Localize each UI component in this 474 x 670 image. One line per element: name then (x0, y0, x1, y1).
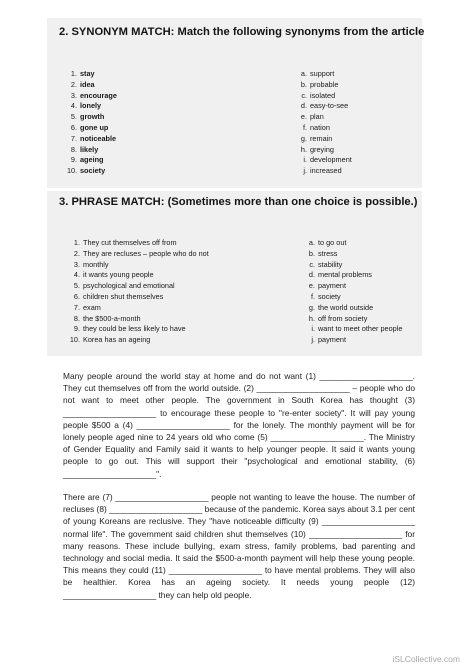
synonym-option-text: probable (310, 79, 339, 89)
synonym-option-number: g. (300, 133, 307, 143)
phrase-start-text: the $500-a-month (83, 313, 141, 323)
synonym-word-text: likely (80, 144, 99, 154)
synonym-word-number: 6. (70, 122, 77, 132)
phrase-start-number: 3. (73, 259, 80, 269)
synonym-option (295, 145, 352, 156)
phrase-start (69, 314, 209, 325)
phrase-start-number: 10. (69, 335, 80, 345)
phrase-ending (303, 249, 402, 260)
phrase-ending (303, 260, 402, 271)
synonym-option (295, 134, 352, 145)
gap-fill-paragraph-1: Many people around the world stay at home and do not want (1) ____________________. They cut themselves off from the world outside. (2) ____________________ – people who do not want to meet other people. The government in South Korea has thought (3) ____________________ to encourage these people to "re-enter society". It will pay young people $500 a (4) ____________________ for the lonely. The monthly payment will be for lonely people aged nine to 24 years old who come (5) ____________________. The Ministry of Gender Equality and Family said it wants to help younger people. It said it wants young people to go out. This will support their "psychological and emotional stability, (6) ____________________". (63, 371, 415, 479)
phrase-ending-number: g. (308, 302, 315, 312)
synonym-word-number: 9. (70, 155, 77, 165)
synonym-word-number: 10. (67, 166, 78, 176)
synonym-word-text: encourage (80, 90, 117, 100)
phrase-start (69, 303, 209, 314)
phrase-start-number: 2. (73, 248, 80, 258)
phrase-start-text: they could be less likely to have (83, 324, 186, 334)
synonym-option (295, 123, 352, 134)
phrase-match-heading: 3. PHRASE MATCH: (Sometimes more than one choice is possible.) (59, 196, 418, 208)
synonym-word-text: society (80, 166, 106, 176)
phrase-start (69, 281, 209, 292)
phrase-ending-text: stress (318, 248, 338, 258)
phrase-ending (303, 270, 402, 281)
phrase-ending-text: stability (318, 259, 343, 269)
phrase-start-text: it wants young people (83, 270, 154, 280)
phrase-ending-text: society (318, 291, 341, 301)
phrase-start-number: 4. (73, 270, 80, 280)
phrase-ending-text: payment (318, 335, 346, 345)
phrase-ending-text: off from society (318, 313, 368, 323)
synonym-option (295, 91, 352, 102)
phrase-start-text: They cut themselves off from (83, 238, 177, 247)
synonym-option-number: a. (300, 69, 307, 78)
synonym-option (295, 101, 352, 112)
synonym-word-number: 8. (70, 144, 77, 154)
synonym-word (67, 155, 117, 166)
synonym-option-text: isolated (310, 90, 336, 100)
site-watermark: iSLCollective.com (392, 654, 460, 664)
phrase-start (69, 238, 209, 249)
phrase-ending-number: a. (308, 238, 315, 247)
synonym-option-text: easy-to-see (310, 101, 349, 111)
phrase-ending-number: c. (309, 259, 315, 269)
synonym-option-number: h. (300, 144, 307, 154)
synonym-word-number: 5. (70, 112, 77, 122)
phrase-start-text: children shut themselves (83, 291, 164, 301)
synonym-option (295, 166, 352, 177)
synonym-word-text: noticeable (80, 133, 117, 143)
phrase-start (69, 335, 209, 346)
synonym-word-text: lonely (80, 101, 102, 111)
synonym-word (67, 145, 117, 156)
phrase-ending-text: mental problems (318, 270, 372, 280)
phrase-start-number: 8. (73, 313, 80, 323)
synonym-word (67, 112, 117, 123)
synonym-word-number: 2. (70, 79, 77, 89)
synonym-options-column (295, 69, 352, 177)
phrase-ending-number: f. (310, 291, 315, 301)
synonym-word (67, 134, 117, 145)
phrase-ending-number: j. (311, 335, 315, 345)
synonym-word (67, 123, 117, 134)
synonym-option-number: d. (300, 101, 307, 111)
synonym-match-section (47, 18, 425, 188)
synonym-option-text: support (310, 69, 335, 78)
phrase-ending-number: d. (308, 270, 315, 280)
synonym-word-number: 7. (70, 133, 77, 143)
phrase-start-text: They are recluses – people who do not (83, 248, 209, 258)
phrase-ending (303, 238, 402, 249)
phrase-start-number: 1. (73, 238, 80, 247)
synonym-option-number: e. (300, 112, 307, 122)
phrase-ending-text: to go out (318, 238, 347, 247)
synonym-option-number: c. (301, 90, 307, 100)
synonym-word (67, 69, 117, 80)
phrase-start-number: 9. (73, 324, 80, 334)
phrase-ending-number: e. (308, 281, 315, 291)
phrase-start-text: psychological and emotional (83, 281, 175, 291)
phrase-ending (303, 314, 402, 325)
synonym-option-text: greying (310, 144, 334, 154)
synonym-match-heading: 2. SYNONYM MATCH: Match the following synonyms from the article (59, 26, 425, 38)
gap-fill-paragraph-2: There are (7) ____________________ people not wanting to leave the house. The number of recluses (8) ____________________ because of the pandemic. Korea says about 3.1 per cent of young Koreans are reclusive. They "have noticeable difficulty (9) ____________________ normal life". The government said children shut themselves (10) ____________________ for many reasons. These include bullying, exam stress, family problems, bad parenting and technology and social media. It said the $500-a-month payment will help these young people. This means they could (11) ____________________ to have mental problems. They will also be healthier. Korea has an ageing society. It needs young people (12) ____________________ they can help old people. (63, 492, 415, 600)
synonym-word (67, 101, 117, 112)
synonym-word (67, 166, 117, 177)
synonym-option-text: development (310, 155, 352, 165)
synonym-option (295, 80, 352, 91)
synonym-option-text: nation (310, 122, 330, 132)
synonym-word-text: idea (80, 79, 95, 89)
synonym-option-text: increased (310, 166, 342, 176)
phrase-start (69, 324, 209, 335)
phrase-start-number: 5. (73, 281, 80, 291)
phrase-ending (303, 303, 402, 314)
synonym-word-text: stay (80, 69, 95, 78)
phrase-match-section (47, 191, 422, 356)
synonym-word-number: 1. (70, 69, 77, 78)
synonym-word-text: ageing (80, 155, 104, 165)
synonym-word-number: 4. (70, 101, 77, 111)
phrase-ending-text: the world outside (318, 302, 374, 312)
phrase-start (69, 249, 209, 260)
phrase-start (69, 260, 209, 271)
synonym-option-number: b. (300, 79, 307, 89)
synonym-word-text: gone up (80, 122, 109, 132)
synonym-option-number: j. (303, 166, 307, 176)
phrase-ending-text: payment (318, 281, 346, 291)
synonym-word (67, 91, 117, 102)
phrase-starts-column (69, 238, 209, 346)
phrase-endings-column (303, 238, 402, 346)
synonym-word (67, 80, 117, 91)
phrase-start-text: exam (83, 302, 101, 312)
phrase-ending (303, 324, 402, 335)
synonym-option-text: plan (310, 112, 324, 122)
phrase-ending-number: b. (308, 248, 315, 258)
phrase-ending (303, 281, 402, 292)
synonym-option-number: i. (303, 155, 307, 165)
synonym-option-number: f. (302, 122, 307, 132)
phrase-start-number: 6. (73, 291, 80, 301)
phrase-ending-text: want to meet other people (318, 324, 403, 334)
synonym-option-text: remain (310, 133, 333, 143)
synonym-words-column (67, 69, 117, 177)
synonym-option (295, 112, 352, 123)
phrase-start-text: monthly (83, 259, 109, 269)
synonym-option (295, 155, 352, 166)
phrase-ending (303, 292, 402, 303)
phrase-start-text: Korea has an ageing (83, 335, 151, 345)
phrase-ending (303, 335, 402, 346)
phrase-ending-number: h. (308, 313, 315, 323)
phrase-start-number: 7. (73, 302, 80, 312)
phrase-start (69, 270, 209, 281)
synonym-word-text: growth (80, 112, 105, 122)
synonym-word-number: 3. (70, 90, 77, 100)
synonym-option (295, 69, 352, 80)
phrase-start (69, 292, 209, 303)
phrase-ending-number: i. (311, 324, 315, 334)
